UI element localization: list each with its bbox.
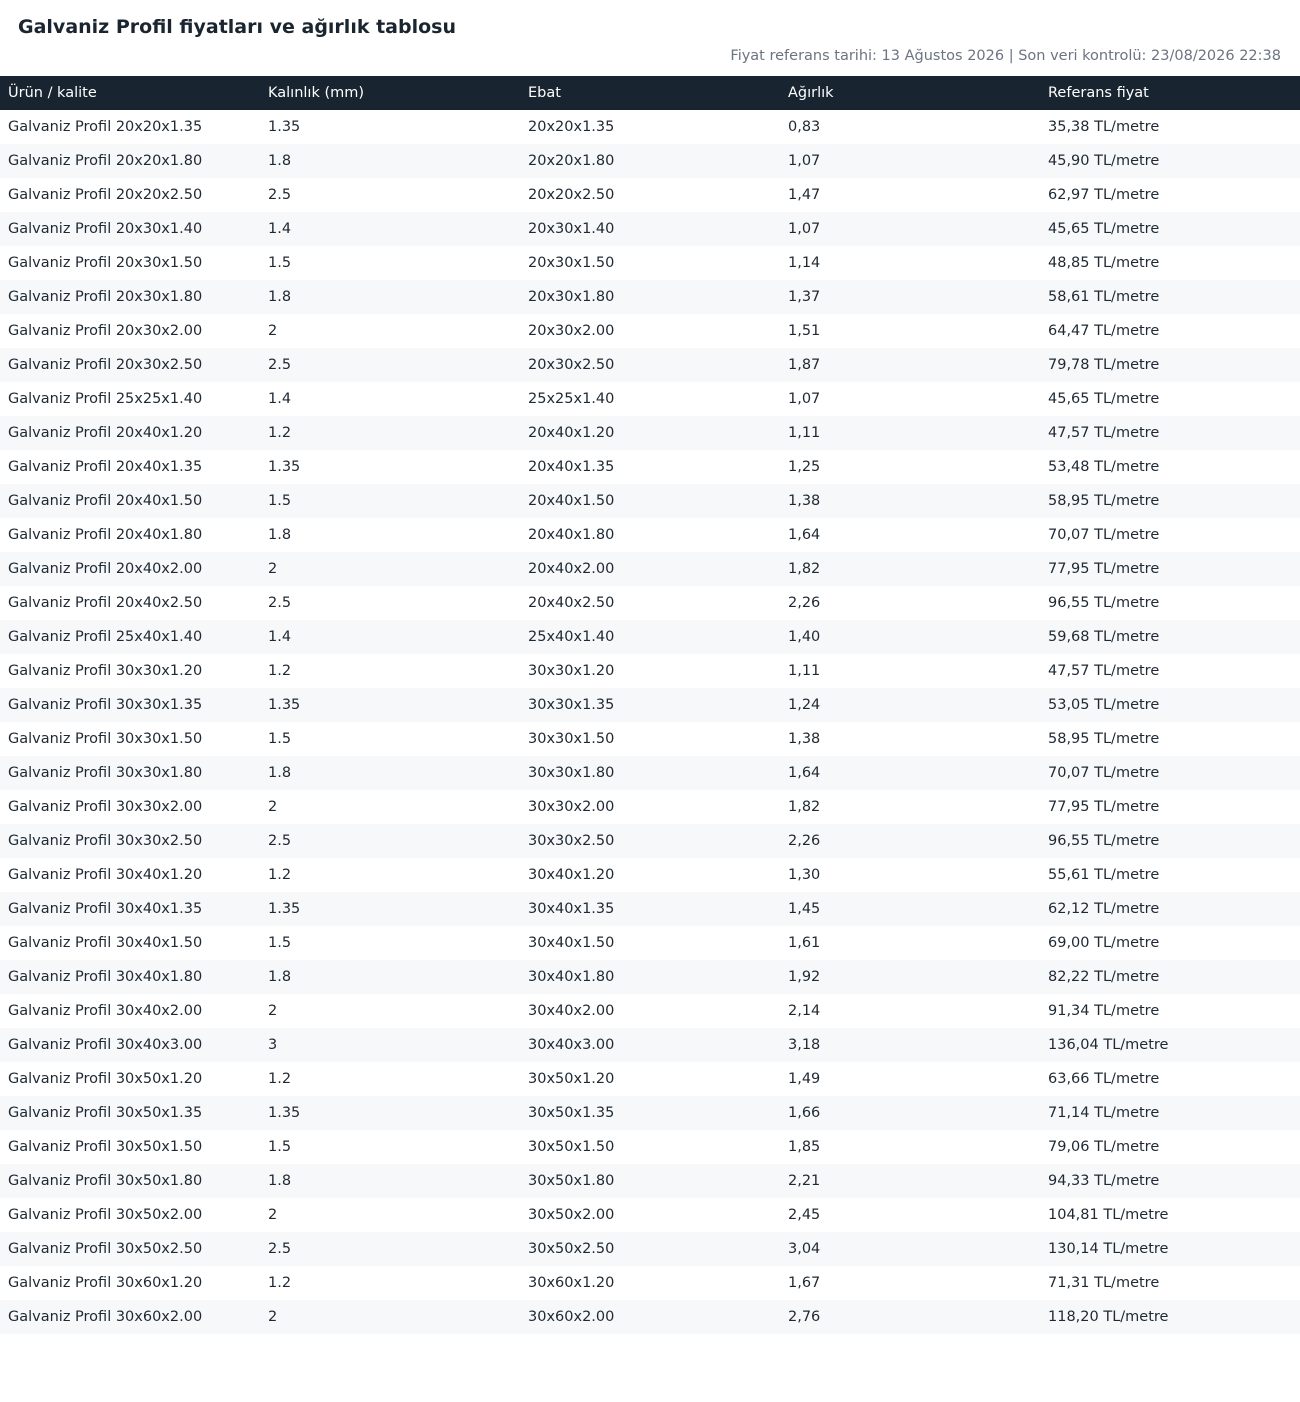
price-cell: 94,33 TL/metre	[1048, 1173, 1160, 1189]
weight-cell: 1,82	[788, 799, 821, 815]
weight-cell: 1,38	[788, 731, 821, 747]
column-header-size: Ebat	[528, 85, 561, 101]
price-cell: 91,34 TL/metre	[1048, 1003, 1160, 1019]
product-cell: Galvaniz Profil 30x40x1.50	[8, 935, 203, 951]
table-row	[0, 620, 1300, 654]
price-cell: 53,05 TL/metre	[1048, 697, 1160, 713]
price-cell: 136,04 TL/metre	[1048, 1037, 1169, 1053]
table-row	[0, 484, 1300, 518]
thickness-cell: 1.35	[268, 459, 301, 475]
price-cell: 48,85 TL/metre	[1048, 255, 1160, 271]
product-cell: Galvaniz Profil 20x40x1.20	[8, 425, 203, 441]
thickness-cell: 2.5	[268, 357, 292, 373]
product-cell: Galvaniz Profil 20x40x1.35	[8, 459, 203, 475]
product-cell: Galvaniz Profil 20x30x2.00	[8, 323, 203, 339]
price-cell: 47,57 TL/metre	[1048, 425, 1160, 441]
weight-cell: 1,11	[788, 663, 821, 679]
table-row	[0, 824, 1300, 858]
price-weight-table	[0, 76, 1300, 1334]
thickness-cell: 1.8	[268, 153, 292, 169]
weight-cell: 1,66	[788, 1105, 821, 1121]
price-cell: 58,95 TL/metre	[1048, 493, 1160, 509]
weight-cell: 3,04	[788, 1241, 821, 1257]
price-cell: 64,47 TL/metre	[1048, 323, 1160, 339]
thickness-cell: 1.5	[268, 1139, 292, 1155]
size-cell: 25x40x1.40	[528, 629, 615, 645]
weight-cell: 1,37	[788, 289, 821, 305]
table-row	[0, 450, 1300, 484]
table-row	[0, 382, 1300, 416]
table-row	[0, 552, 1300, 586]
thickness-cell: 2	[268, 1207, 278, 1223]
price-cell: 47,57 TL/metre	[1048, 663, 1160, 679]
thickness-cell: 2.5	[268, 833, 292, 849]
table-row	[0, 994, 1300, 1028]
weight-cell: 3,18	[788, 1037, 821, 1053]
table-row	[0, 858, 1300, 892]
product-cell: Galvaniz Profil 30x30x1.20	[8, 663, 203, 679]
table-row	[0, 246, 1300, 280]
weight-cell: 1,87	[788, 357, 821, 373]
price-cell: 77,95 TL/metre	[1048, 799, 1160, 815]
weight-cell: 2,45	[788, 1207, 821, 1223]
size-cell: 30x50x2.00	[528, 1207, 615, 1223]
thickness-cell: 1.35	[268, 119, 301, 135]
weight-cell: 1,45	[788, 901, 821, 917]
thickness-cell: 2	[268, 1003, 278, 1019]
price-cell: 45,65 TL/metre	[1048, 391, 1160, 407]
size-cell: 20x20x1.35	[528, 119, 615, 135]
size-cell: 30x30x1.35	[528, 697, 615, 713]
size-cell: 30x30x2.00	[528, 799, 615, 815]
size-cell: 20x30x1.40	[528, 221, 615, 237]
size-cell: 20x40x2.50	[528, 595, 615, 611]
product-cell: Galvaniz Profil 30x30x2.00	[8, 799, 203, 815]
thickness-cell: 1.5	[268, 255, 292, 271]
weight-cell: 1,30	[788, 867, 821, 883]
price-cell: 63,66 TL/metre	[1048, 1071, 1160, 1087]
thickness-cell: 1.8	[268, 969, 292, 985]
product-cell: Galvaniz Profil 20x20x1.80	[8, 153, 203, 169]
weight-cell: 1,82	[788, 561, 821, 577]
size-cell: 30x50x1.35	[528, 1105, 615, 1121]
thickness-cell: 2.5	[268, 1241, 292, 1257]
size-cell: 30x40x2.00	[528, 1003, 615, 1019]
size-cell: 20x40x1.50	[528, 493, 615, 509]
price-cell: 53,48 TL/metre	[1048, 459, 1160, 475]
thickness-cell: 1.8	[268, 527, 292, 543]
product-cell: Galvaniz Profil 20x40x2.50	[8, 595, 203, 611]
weight-cell: 1,67	[788, 1275, 821, 1291]
thickness-cell: 3	[268, 1037, 278, 1053]
product-cell: Galvaniz Profil 20x20x2.50	[8, 187, 203, 203]
thickness-cell: 1.2	[268, 1275, 292, 1291]
size-cell: 20x20x1.80	[528, 153, 615, 169]
table-row	[0, 586, 1300, 620]
product-cell: Galvaniz Profil 30x60x2.00	[8, 1309, 203, 1325]
table-row	[0, 756, 1300, 790]
price-cell: 96,55 TL/metre	[1048, 833, 1160, 849]
table-row	[0, 1198, 1300, 1232]
size-cell: 30x50x1.50	[528, 1139, 615, 1155]
thickness-cell: 1.5	[268, 935, 292, 951]
thickness-cell: 1.2	[268, 663, 292, 679]
thickness-cell: 1.8	[268, 1173, 292, 1189]
table-row	[0, 654, 1300, 688]
thickness-cell: 1.8	[268, 289, 292, 305]
price-cell: 71,31 TL/metre	[1048, 1275, 1160, 1291]
price-cell: 70,07 TL/metre	[1048, 765, 1160, 781]
price-cell: 71,14 TL/metre	[1048, 1105, 1160, 1121]
product-cell: Galvaniz Profil 25x40x1.40	[8, 629, 203, 645]
product-cell: Galvaniz Profil 20x40x2.00	[8, 561, 203, 577]
thickness-cell: 1.4	[268, 629, 292, 645]
table-row	[0, 1164, 1300, 1198]
product-cell: Galvaniz Profil 30x30x1.50	[8, 731, 203, 747]
weight-cell: 1,14	[788, 255, 821, 271]
price-cell: 104,81 TL/metre	[1048, 1207, 1169, 1223]
product-cell: Galvaniz Profil 25x25x1.40	[8, 391, 203, 407]
table-body	[0, 110, 1300, 1334]
product-cell: Galvaniz Profil 30x50x2.00	[8, 1207, 203, 1223]
size-cell: 20x40x2.00	[528, 561, 615, 577]
weight-cell: 1,51	[788, 323, 821, 339]
table-row	[0, 960, 1300, 994]
table-row	[0, 178, 1300, 212]
thickness-cell: 1.5	[268, 493, 292, 509]
price-cell: 96,55 TL/metre	[1048, 595, 1160, 611]
weight-cell: 1,40	[788, 629, 821, 645]
product-cell: Galvaniz Profil 20x20x1.35	[8, 119, 203, 135]
weight-cell: 1,24	[788, 697, 821, 713]
size-cell: 30x40x1.20	[528, 867, 615, 883]
thickness-cell: 2	[268, 561, 278, 577]
product-cell: Galvaniz Profil 30x40x3.00	[8, 1037, 203, 1053]
table-row	[0, 1266, 1300, 1300]
table-row	[0, 110, 1300, 144]
size-cell: 30x30x2.50	[528, 833, 615, 849]
table-row	[0, 790, 1300, 824]
column-header-thickness: Kalınlık (mm)	[268, 85, 365, 101]
size-cell: 20x30x1.80	[528, 289, 615, 305]
size-cell: 30x40x3.00	[528, 1037, 615, 1053]
product-cell: Galvaniz Profil 30x30x2.50	[8, 833, 203, 849]
table-row	[0, 416, 1300, 450]
size-cell: 20x40x1.35	[528, 459, 615, 475]
product-cell: Galvaniz Profil 30x50x1.20	[8, 1071, 203, 1087]
size-cell: 30x30x1.80	[528, 765, 615, 781]
price-cell: 62,97 TL/metre	[1048, 187, 1160, 203]
product-cell: Galvaniz Profil 30x50x2.50	[8, 1241, 203, 1257]
size-cell: 20x40x1.20	[528, 425, 615, 441]
size-cell: 30x50x1.80	[528, 1173, 615, 1189]
table-row	[0, 1300, 1300, 1334]
thickness-cell: 1.4	[268, 391, 292, 407]
size-cell: 30x50x1.20	[528, 1071, 615, 1087]
column-header-product: Ürün / kalite	[8, 85, 97, 101]
product-cell: Galvaniz Profil 30x40x1.20	[8, 867, 203, 883]
table-header-row	[0, 76, 1300, 110]
product-cell: Galvaniz Profil 20x30x1.50	[8, 255, 203, 271]
thickness-cell: 1.8	[268, 765, 292, 781]
table-row	[0, 892, 1300, 926]
product-cell: Galvaniz Profil 30x60x1.20	[8, 1275, 203, 1291]
price-cell: 62,12 TL/metre	[1048, 901, 1160, 917]
thickness-cell: 2	[268, 323, 278, 339]
table-row	[0, 212, 1300, 246]
price-cell: 45,65 TL/metre	[1048, 221, 1160, 237]
table-row	[0, 722, 1300, 756]
table-row	[0, 1062, 1300, 1096]
weight-cell: 2,26	[788, 833, 821, 849]
weight-cell: 1,38	[788, 493, 821, 509]
price-table-container	[0, 76, 1300, 1334]
weight-cell: 1,07	[788, 153, 821, 169]
weight-cell: 1,64	[788, 527, 821, 543]
table-row	[0, 280, 1300, 314]
table-row	[0, 314, 1300, 348]
weight-cell: 1,61	[788, 935, 821, 951]
price-cell: 58,61 TL/metre	[1048, 289, 1160, 305]
table-row	[0, 688, 1300, 722]
weight-cell: 0,83	[788, 119, 821, 135]
weight-cell: 2,21	[788, 1173, 821, 1189]
weight-cell: 1,64	[788, 765, 821, 781]
price-cell: 58,95 TL/metre	[1048, 731, 1160, 747]
size-cell: 20x40x1.80	[528, 527, 615, 543]
thickness-cell: 2.5	[268, 595, 292, 611]
page-title: Galvaniz Profil fiyatları ve ağırlık tablosu	[18, 16, 456, 38]
weight-cell: 1,85	[788, 1139, 821, 1155]
price-cell: 35,38 TL/metre	[1048, 119, 1160, 135]
thickness-cell: 2.5	[268, 187, 292, 203]
price-cell: 130,14 TL/metre	[1048, 1241, 1169, 1257]
size-cell: 20x30x2.00	[528, 323, 615, 339]
weight-cell: 1,49	[788, 1071, 821, 1087]
weight-cell: 1,07	[788, 221, 821, 237]
price-cell: 118,20 TL/metre	[1048, 1309, 1169, 1325]
thickness-cell: 1.35	[268, 1105, 301, 1121]
product-cell: Galvaniz Profil 30x50x1.50	[8, 1139, 203, 1155]
table-row	[0, 144, 1300, 178]
table-row	[0, 926, 1300, 960]
column-header-weight: Ağırlık	[788, 85, 834, 101]
size-cell: 25x25x1.40	[528, 391, 615, 407]
size-cell: 30x50x2.50	[528, 1241, 615, 1257]
product-cell: Galvaniz Profil 30x40x1.35	[8, 901, 203, 917]
price-cell: 82,22 TL/metre	[1048, 969, 1160, 985]
size-cell: 30x30x1.20	[528, 663, 615, 679]
table-row	[0, 1028, 1300, 1062]
size-cell: 30x40x1.35	[528, 901, 615, 917]
product-cell: Galvaniz Profil 30x50x1.35	[8, 1105, 203, 1121]
thickness-cell: 1.5	[268, 731, 292, 747]
size-cell: 20x30x2.50	[528, 357, 615, 373]
thickness-cell: 1.35	[268, 901, 301, 917]
product-cell: Galvaniz Profil 30x40x1.80	[8, 969, 203, 985]
product-cell: Galvaniz Profil 30x50x1.80	[8, 1173, 203, 1189]
size-cell: 20x30x1.50	[528, 255, 615, 271]
product-cell: Galvaniz Profil 30x40x2.00	[8, 1003, 203, 1019]
price-cell: 55,61 TL/metre	[1048, 867, 1160, 883]
weight-cell: 2,14	[788, 1003, 821, 1019]
thickness-cell: 2	[268, 1309, 278, 1325]
table-row	[0, 1130, 1300, 1164]
table-row	[0, 1096, 1300, 1130]
product-cell: Galvaniz Profil 30x30x1.80	[8, 765, 203, 781]
price-cell: 45,90 TL/metre	[1048, 153, 1160, 169]
product-cell: Galvaniz Profil 20x40x1.80	[8, 527, 203, 543]
thickness-cell: 1.4	[268, 221, 292, 237]
thickness-cell: 1.2	[268, 867, 292, 883]
size-cell: 30x30x1.50	[528, 731, 615, 747]
product-cell: Galvaniz Profil 20x40x1.50	[8, 493, 203, 509]
product-cell: Galvaniz Profil 20x30x1.40	[8, 221, 203, 237]
product-cell: Galvaniz Profil 30x30x1.35	[8, 697, 203, 713]
price-cell: 59,68 TL/metre	[1048, 629, 1160, 645]
price-cell: 77,95 TL/metre	[1048, 561, 1160, 577]
table-row	[0, 348, 1300, 382]
price-reference-meta: Fiyat referans tarihi: 13 Ağustos 2026 | Son veri kontrolü: 23/08/2026 22:38	[730, 48, 1281, 64]
thickness-cell: 1.2	[268, 425, 292, 441]
size-cell: 20x20x2.50	[528, 187, 615, 203]
column-header-price: Referans fiyat	[1048, 85, 1149, 101]
size-cell: 30x60x1.20	[528, 1275, 615, 1291]
table-row	[0, 1232, 1300, 1266]
size-cell: 30x40x1.50	[528, 935, 615, 951]
weight-cell: 2,26	[788, 595, 821, 611]
weight-cell: 1,07	[788, 391, 821, 407]
price-cell: 79,78 TL/metre	[1048, 357, 1160, 373]
weight-cell: 1,92	[788, 969, 821, 985]
table-row	[0, 518, 1300, 552]
table-header	[0, 76, 1300, 110]
price-cell: 69,00 TL/metre	[1048, 935, 1160, 951]
product-cell: Galvaniz Profil 20x30x1.80	[8, 289, 203, 305]
thickness-cell: 2	[268, 799, 278, 815]
product-cell: Galvaniz Profil 20x30x2.50	[8, 357, 203, 373]
price-cell: 70,07 TL/metre	[1048, 527, 1160, 543]
thickness-cell: 1.2	[268, 1071, 292, 1087]
weight-cell: 1,25	[788, 459, 821, 475]
price-cell: 79,06 TL/metre	[1048, 1139, 1160, 1155]
size-cell: 30x60x2.00	[528, 1309, 615, 1325]
thickness-cell: 1.35	[268, 697, 301, 713]
weight-cell: 1,11	[788, 425, 821, 441]
weight-cell: 2,76	[788, 1309, 821, 1325]
weight-cell: 1,47	[788, 187, 821, 203]
size-cell: 30x40x1.80	[528, 969, 615, 985]
